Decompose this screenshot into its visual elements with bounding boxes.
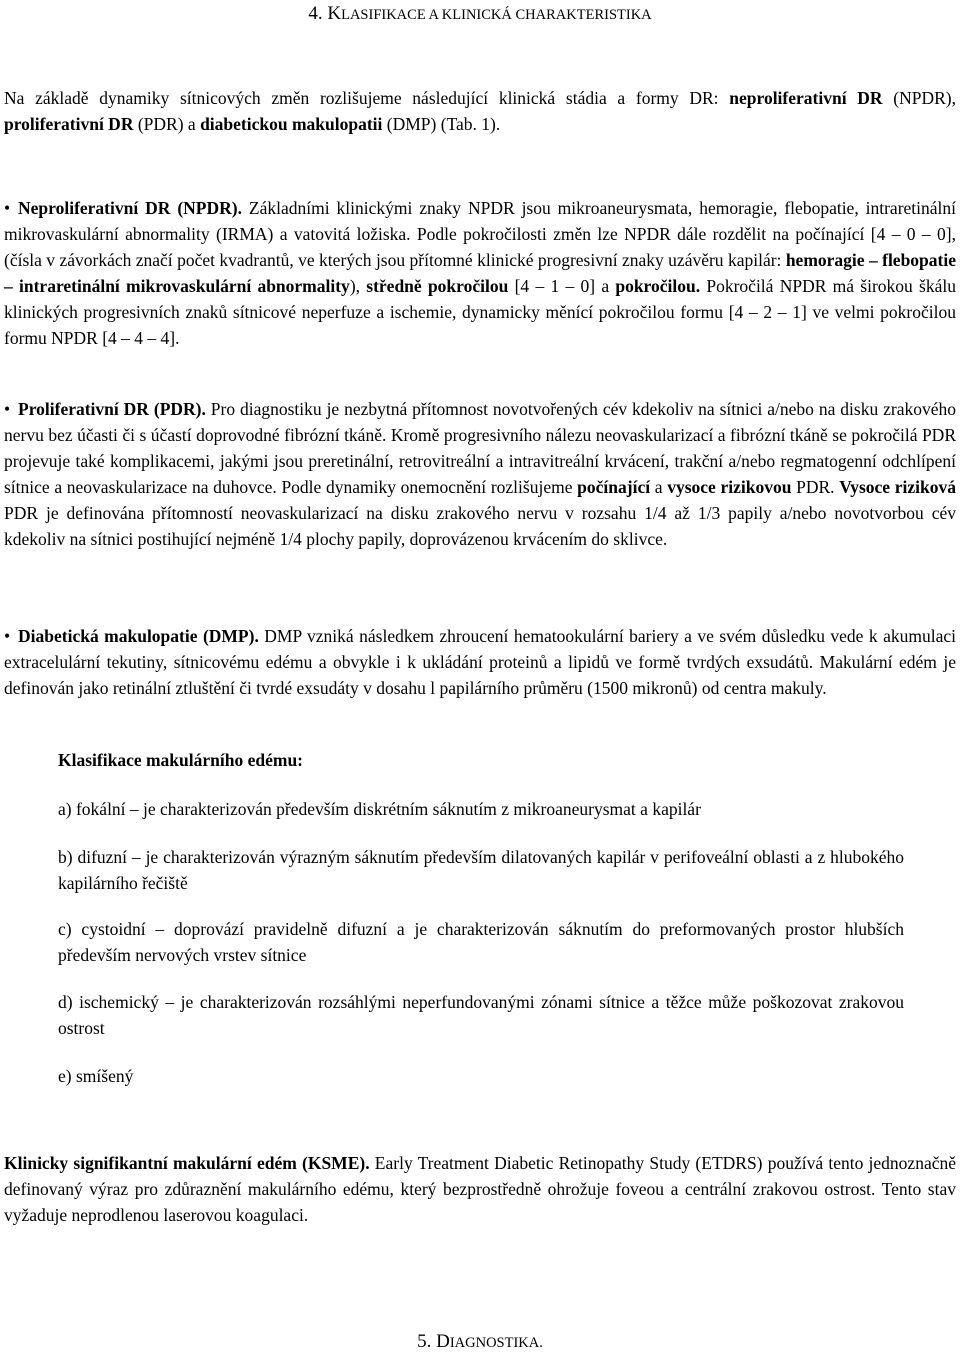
intro-paragraph — [4, 85, 956, 137]
ksme-paragraph — [4, 1150, 956, 1228]
classification-item-d: d) ischemický – je charakterizován rozsáhlými neperfundovanými zónami sítnice a těžce může poškozovat zrakovou ostrost — [58, 992, 904, 1038]
intro-bold-pdr: proliferativní DR — [4, 114, 134, 134]
intro-text-2: (NPDR), — [882, 88, 956, 108]
pdr-bold-early: počínající — [577, 477, 651, 497]
pdr-bold-high-risk-def: Vysoce riziková — [839, 477, 956, 497]
pdr-text-2: a — [650, 477, 668, 497]
classification-title-text: Klasifikace makulárního edému: — [58, 750, 304, 770]
pdr-text-1: Pro diagnostiku je nezbytná přítomnost novotvořených cév kdekoliv na sítnici a/nebo na disku zrakového nervu bez účasti či s účastí doprovodné fibrózní tkáně. Kromě progresivního nálezu neovaskularizací a fibrózní tkáně se pokročilá PDR projevuje také komplikacemi, jakými jsou preretinální, retrovitreální a intravitreální krvácení, trakční a/nebo regmatogenní odchlípení sítnice a neovaskularizace na duhovce. Podle dynamiky onemocnění rozlišujeme — [4, 399, 956, 497]
npdr-paragraph — [4, 195, 956, 351]
pdr-text-3: PDR. — [791, 477, 840, 497]
intro-text-1: Na základě dynamiky sítnicových změn rozlišujeme následující klinická stádia a formy DR: — [4, 88, 730, 108]
intro-text-4: (DMP) (Tab. 1). — [382, 114, 501, 134]
ksme-title: Klinicky signifikantní makulární edém (KSME). — [4, 1153, 370, 1173]
dmp-text-1: DMP vzniká následkem zhroucení hematookulární bariery a ve svém důsledku vede k akumulaci extracelulární tekutiny, sítnicovému edému a obvykle i k ukládání proteinů a lipidů ve formě tvrdých exsudátů. Makulární edém je definován jako retinální ztluštění či tvrdé exsudáty v dosahu l papilárního průměru (1500 mikronů) od centra makuly. — [4, 626, 956, 698]
intro-text-3: (PDR) a — [133, 114, 201, 134]
npdr-text-3: [4 – 1 – 0] a — [508, 276, 616, 296]
npdr-bold-signs: hemoragie – flebopatie – intraretinální mikrovaskulární abnormality — [4, 250, 956, 296]
intro-bold-dmp: diabetickou makulopatii — [200, 114, 383, 134]
pdr-paragraph — [4, 396, 956, 552]
classification-title — [58, 747, 904, 773]
classification-item-b: b) difuzní – je charakterizován výrazným sáknutím především dilatovaných kapilár v perifoveální oblasti a z hlubokého kapilárního řečiště — [58, 847, 904, 893]
ksme-text-1: Early Treatment Diabetic Retinopathy Study (ETDRS) používá tento jednoznačně definovaný výraz pro zdůraznění makulárního edému, který bezprostředně ohrožuje foveou a centrální zrakovou ostrost. Tento stav vyžaduje neprodlenou laserovou koagulaci. — [4, 1153, 956, 1225]
npdr-text-4: Pokročilá NPDR má širokou škálu klinických progresivních znaků sítnicové neperfuze a ischemie, dynamicky měnící pokročilou formu [4 – 2 – 1] ve velmi pokročilou formu NPDR [4 – 4 – 4]. — [4, 276, 956, 348]
heading-number: 4. — [308, 3, 323, 24]
dmp-title: Diabetická makulopatie (DMP). — [18, 626, 259, 646]
npdr-title: Neproliferativní DR (NPDR). — [18, 198, 242, 218]
npdr-text-2: ), — [349, 276, 367, 296]
classification-item-e: e) smíšený — [58, 1066, 134, 1086]
section-heading-5 — [0, 1330, 960, 1355]
intro-bold-npdr: neproliferativní DR — [729, 88, 883, 108]
bullet-icon: • — [4, 198, 11, 218]
pdr-bold-high-risk: vysoce rizikovou — [667, 477, 792, 497]
heading-initial: K — [327, 3, 342, 24]
npdr-text-1: Základními klinickými znaky NPDR jsou mikroaneurysmata, hemoragie, flebopatie, intraretinální mikrovaskulární abnormality (IRMA) a vatovitá ložiska. Podle pokročilosti změn lze NPDR dále rozdělit na počínající [4 – 0 – 0], (čísla v závorkách značí počet kvadrantů, ve kterých jsou přítomné klinické progresivní znaky uzávěru kapilár: — [4, 198, 957, 270]
footer-number: 5. — [417, 1331, 432, 1352]
footer-initial: D — [436, 1331, 450, 1352]
classification-item-a: a) fokální – je charakterizován především diskrétním sáknutím z mikroaneurysmat a kapilár — [58, 799, 701, 819]
dmp-paragraph — [4, 623, 956, 701]
npdr-bold-moderate: středně pokročilou — [366, 276, 509, 296]
pdr-title: Proliferativní DR (PDR). — [18, 399, 206, 419]
npdr-bold-advanced: pokročilou. — [615, 276, 701, 296]
bullet-icon: • — [4, 399, 11, 419]
footer-rest: IAGNOSTIKA. — [449, 1335, 543, 1351]
pdr-text-4: PDR je definována přítomností neovaskularizací na disku zrakového nervu v rozsahu 1/4 až 1/3 papily a/nebo novotvorbou cév kdekoliv na sítnici postihující nejméně 1/4 plochy papily, doprovázenou krvácením do sklivce. — [4, 503, 956, 549]
classification-item-c: c) cystoidní – doprovází pravidelně difuzní a je charakterizován sáknutím do preformovaných prostor hlubších především nervových vrstev sítnice — [58, 919, 904, 965]
bullet-icon: • — [4, 626, 11, 646]
heading-rest: LASIFIKACE A KLINICKÁ CHARAKTERISTIKA — [341, 7, 652, 23]
section-heading-4 — [0, 2, 960, 27]
